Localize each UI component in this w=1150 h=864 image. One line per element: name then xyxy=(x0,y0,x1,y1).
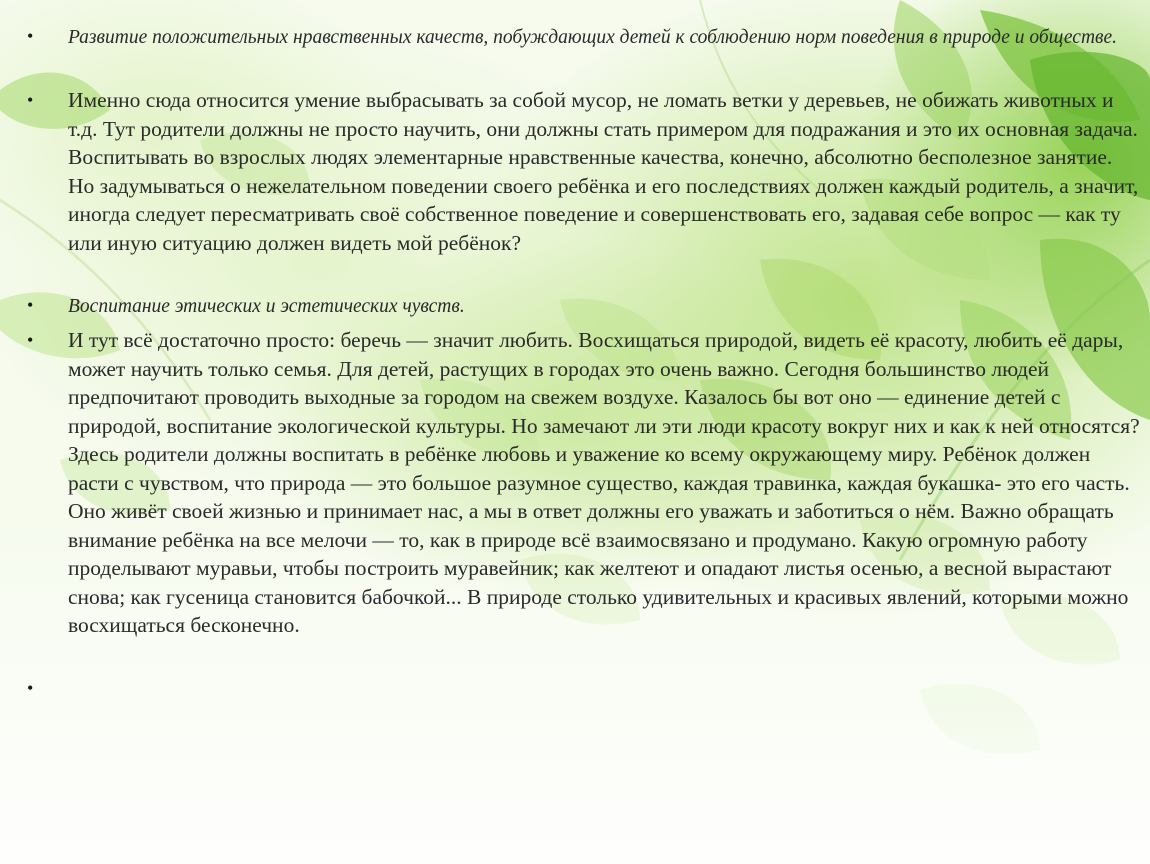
bullet-marker: • xyxy=(27,26,34,46)
paragraph-text: Воспитание этических и эстетических чувств. xyxy=(68,296,465,317)
bullet-marker: • xyxy=(27,678,34,698)
paragraph-text: Развитие положительных нравственных качеств, побуждающих детей к соблюдению норм поведения в природе и обществе. xyxy=(68,27,1118,48)
bullet-marker: • xyxy=(27,90,34,110)
bullet-marker: • xyxy=(27,295,34,315)
paragraph-text: Именно сюда относится умение выбрасывать за собой мусор, не ломать ветки у деревьев, не обижать животных и т.д. Тут родители должны не просто научить, они должны стать примером для подражания и это их основная задача. Воспитывать во взрослых людях элементарные нравственные качества, конечно, абсолютно бесполезное занятие. Но задумываться о нежелательном поведении своего ребёнка и его последствиях должен каждый родитель, а значит, иногда следует пересматривать своё собственное поведение и совершенствовать его, задавая себе вопрос — как ту или иную ситуацию должен видеть мой ребёнок? xyxy=(68,88,1139,255)
paragraph-text: И тут всё достаточно просто: беречь — значит любить. Восхищаться природой, видеть её красоту, любить её дары, может научить только семья. Для детей, растущих в городах это очень важно. Сегодня большинство людей предпочитают проводить выходные за городом на свежем воздухе. Казалось бы вот оно — единение детей с природой, воспитание экологической культуры. Но замечают ли эти люди красоту вокруг них и как к ней относятся? Здесь родители должны воспитать в ребёнке любовь и уважение ко всему окружающему миру. Ребёнок должен расти с чувством, что природа — это большое разумное существо, каждая травинка, каждая букашка- это его часть. Оно живёт своей жизнью и принимает нас, а мы в ответ должны его уважать и заботиться о нём. Важно обращать внимание ребёнка на все мелочи — то, как в природе всё взаимосвязано и продумано. Какую огромную работу проделывают муравьи, чтобы построить муравейник; как желтеют и опадают листья осенью, а весной вырастают снова; как гусеница становится бабочкой... В природе столько удивительных и красивых явлений, которыми можно восхищаться бесконечно. xyxy=(68,328,1140,637)
bullet-marker: • xyxy=(27,330,34,350)
